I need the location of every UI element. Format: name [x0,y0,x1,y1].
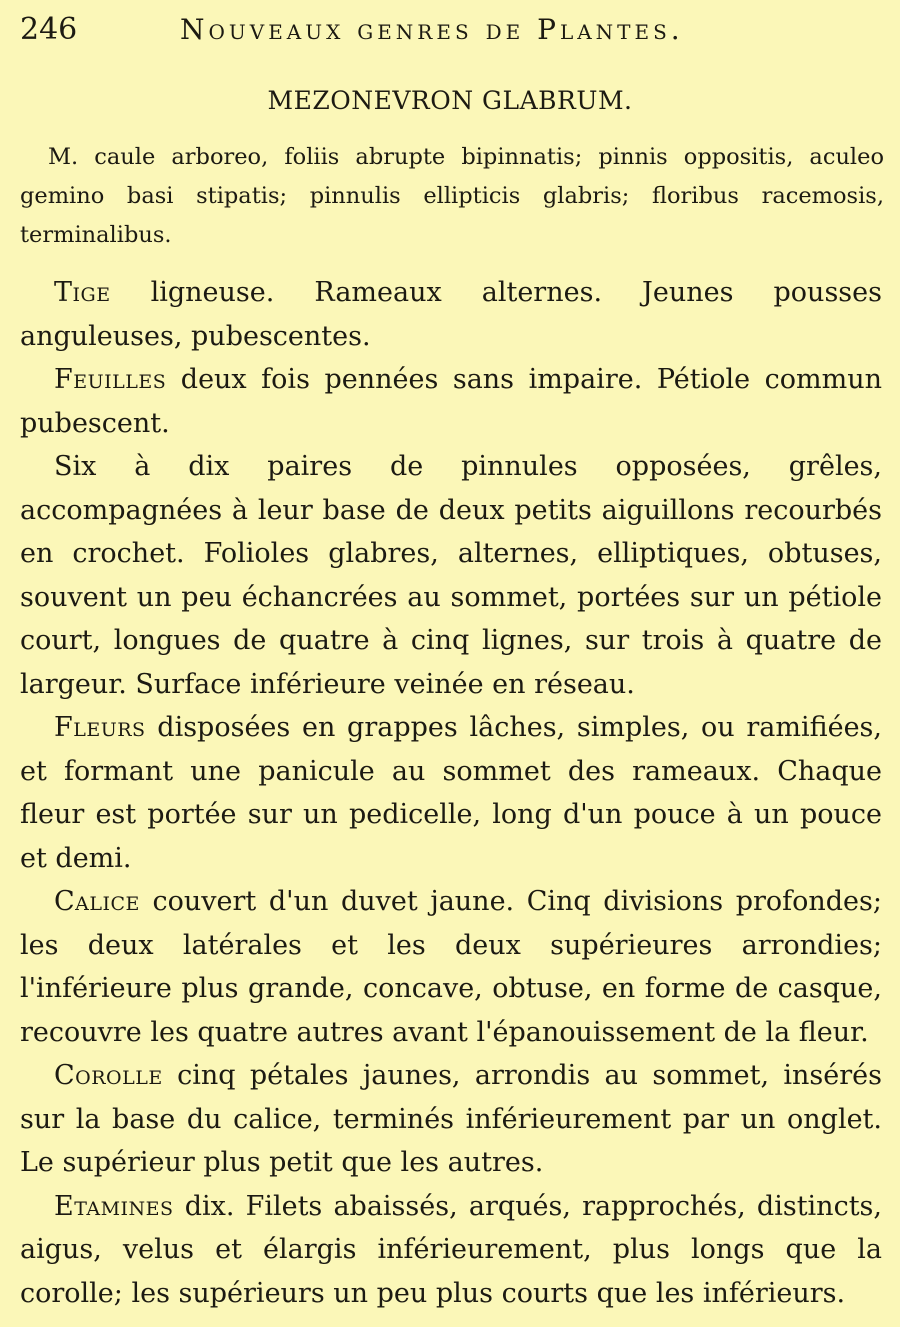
paragraph-text: cinq pétales jaunes, arrondis au sommet, insérés sur la base du calice, terminés inférieurement par un onglet. Le supérieur plus petit que les autres. [20,1060,882,1178]
paragraph-text: ligneuse. Rameaux alternes. Jeunes pousses anguleuses, pubescentes. [20,277,882,352]
paragraph-text: Six à dix paires de pinnules opposées, grêles, accompagnées à leur base de deux petits aiguillons recourbés en crochet. Folioles glabres, alternes, elliptiques, obtuses, souvent un peu échancrées au sommet, portées sur un pétiole court, longues de quatre à cinq lignes, sur trois à quatre de largeur. Surface inférieure veinée en réseau. [20,451,882,700]
species-title: MEZONEVRON GLABRUM. [267,86,633,115]
paragraph-feuilles [20,358,882,445]
running-head [20,10,882,50]
page-number: 246 [20,12,78,47]
description-body [20,271,882,1315]
paragraph-calice [20,880,882,1054]
paragraph-lead: Etamines [54,1190,174,1222]
paragraph-lead: Tige [54,277,111,308]
paragraph-pinnules [20,445,882,706]
paragraph-lead: Fleurs [54,712,146,743]
paragraph-text: dix. Filets abaissés, arqués, rapprochés, distincts, aigus, velus et élargis inférieurement, plus longs que la corolle; les supérieurs un peu plus courts que les inférieurs. [20,1190,882,1309]
paragraph-lead: Calice [54,886,140,917]
paragraph-tige [20,271,882,358]
paragraph-etamines [20,1185,882,1316]
paragraph-fleurs [20,706,882,880]
paragraph-text: couvert d'un duvet jaune. Cinq divisions profondes; les deux latérales et les deux supérieures arrondies; l'inférieure plus grande, concave, obtuse, en forme de casque, recouvre les quatre autres avant l'épanouissement de la fleur. [20,886,882,1048]
paragraph-text: disposées en grappes lâches, simples, ou ramifiées, et formant une panicule au sommet des rameaux. Chaque fleur est portée sur un pedicelle, long d'un pouce à un pouce et demi. [20,712,882,874]
running-title: Nouveaux genres de Plantes. [180,13,684,46]
paragraph-lead: Corolle [54,1060,163,1091]
paragraph-text: deux fois pennées sans impaire. Pétiole commun pubescent. [20,364,882,439]
paragraph-corolle [20,1054,882,1185]
paragraph-lead: Feuilles [54,364,167,395]
latin-diagnosis: M. caule arboreo, foliis abrupte bipinnatis; pinnis oppositis, aculeo gemino basi stipatis; pinnulis ellipticis glabris; floribus racemosis, terminalibus. [20,144,884,248]
